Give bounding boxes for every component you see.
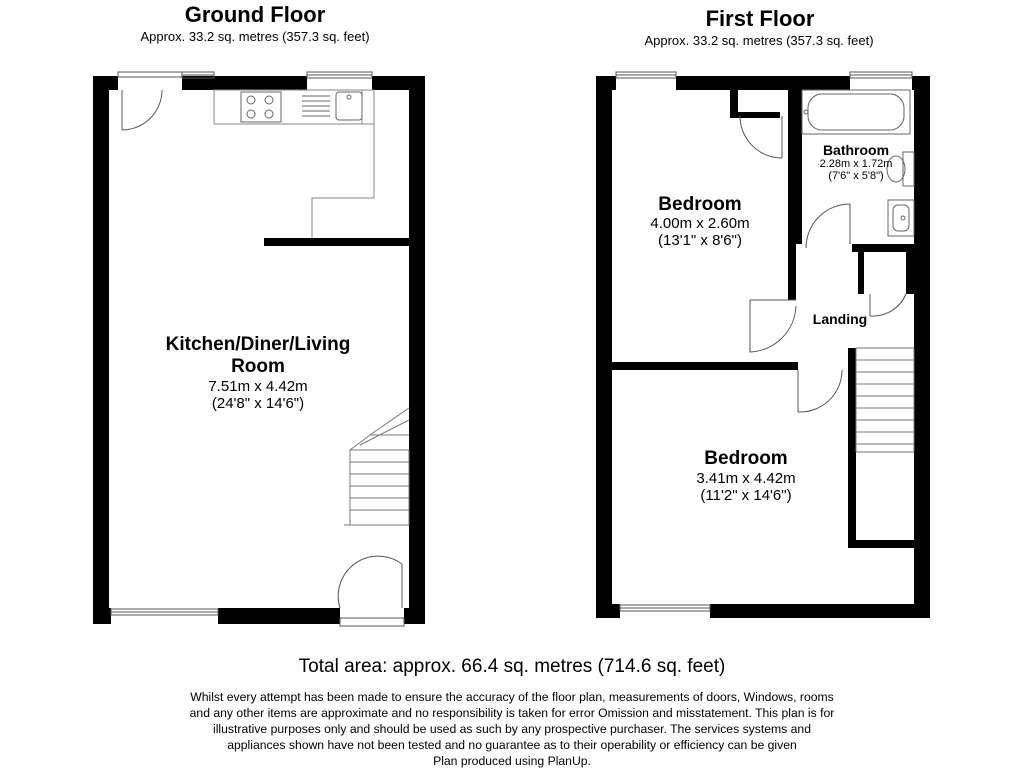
first-wall-top-mid <box>676 76 850 90</box>
stair-well-wall <box>848 348 856 546</box>
ground-wall-bottom-left <box>93 608 111 624</box>
ground-floor-area: Approx. 33.2 sq. metres (357.3 sq. feet) <box>140 29 370 44</box>
bath-icon <box>802 90 910 134</box>
disclaimer-line: illustrative purposes only and should be used as such by any prospective purchaser. The services systems and <box>213 722 811 736</box>
room-name-bedroom-1: Bedroom <box>658 194 742 215</box>
ground-floor-title: Ground Floor <box>184 2 326 27</box>
first-wall-right <box>914 76 930 618</box>
ground-internal-wall <box>264 238 409 246</box>
first-wall-top-left <box>596 76 616 90</box>
disclaimer-line: Whilst every attempt has been made to ensure the accuracy of the floor plan, measurements of doors, Windows, rooms <box>190 690 834 704</box>
room-dimensions-bedroom-2 <box>666 470 826 504</box>
first-wall-left <box>596 76 612 618</box>
hob-icon <box>241 92 281 122</box>
ground-wall-bottom-mid <box>218 608 340 624</box>
bathroom-bottom-wall <box>852 244 914 252</box>
first-floor-area: Approx. 33.2 sq. metres (357.3 sq. feet) <box>644 33 874 48</box>
landing-cupboard-right <box>906 252 914 294</box>
ground-wall-bottom-right <box>404 608 425 624</box>
room-name-bedroom-2: Bedroom <box>704 448 788 469</box>
stair-well-bottom <box>848 540 914 548</box>
room-name-line: Kitchen/Diner/Living <box>165 334 351 355</box>
room-name-landing: Landing <box>812 311 868 327</box>
room-metric: 2.28m x 1.72m <box>819 158 893 170</box>
ground-wall-right <box>409 76 425 624</box>
kitchen-worktop <box>214 90 374 238</box>
stairs-icon <box>856 348 914 452</box>
room-dimensions-kitchen <box>158 378 358 412</box>
sink-drainer-icon <box>302 92 362 120</box>
ground-wall-top-left <box>93 76 118 90</box>
first-wall-bottom-left <box>596 604 620 618</box>
room-metric: 3.41m x 4.42m <box>696 470 796 487</box>
bedroom-divider-wall <box>612 362 798 370</box>
first-wall-top-right <box>912 76 930 90</box>
cupboard-wall-bottom <box>730 112 780 118</box>
stairs-icon <box>344 408 409 525</box>
room-imperial: (11'2" x 14'6") <box>700 487 792 504</box>
first-wall-bottom-right <box>710 604 930 618</box>
disclaimer-line: appliances shown have not been tested and no guarantee as to their operability or efficiency can be given <box>227 738 797 752</box>
front-door-icon <box>338 556 404 626</box>
room-metric: 4.00m x 2.60m <box>650 215 750 232</box>
ground-wall-left <box>93 76 109 624</box>
room-imperial: (13'1" x 8'6") <box>658 232 742 249</box>
disclaimer-line: and any other items are approximate and no responsibility is taken for error Omission and misstatement. This plan is for <box>189 706 835 720</box>
room-imperial: (7'6" x 5'8") <box>828 170 884 182</box>
disclaimer <box>150 689 874 769</box>
room-name-bathroom: Bathroom <box>822 142 890 158</box>
disclaimer-line: Plan produced using PlanUp. <box>433 754 591 768</box>
room-metric: 7.51m x 4.42m <box>208 378 308 395</box>
bedroom1-right-wall-top <box>788 90 796 300</box>
first-floor-title: First Floor <box>705 6 815 31</box>
room-dimensions-bedroom-1 <box>620 215 780 249</box>
door-icon <box>118 72 182 130</box>
room-dimensions-bathroom <box>800 158 912 182</box>
ground-wall-top-right <box>372 76 425 90</box>
room-name-kitchen <box>118 334 398 378</box>
landing-cupboard-left <box>858 252 864 294</box>
room-imperial: (24'8" x 14'6") <box>211 395 305 412</box>
room-name-line: Room <box>231 356 285 377</box>
washbasin-icon <box>888 200 914 236</box>
total-area: Total area: approx. 66.4 sq. metres (714.6 sq. feet) <box>298 656 726 677</box>
